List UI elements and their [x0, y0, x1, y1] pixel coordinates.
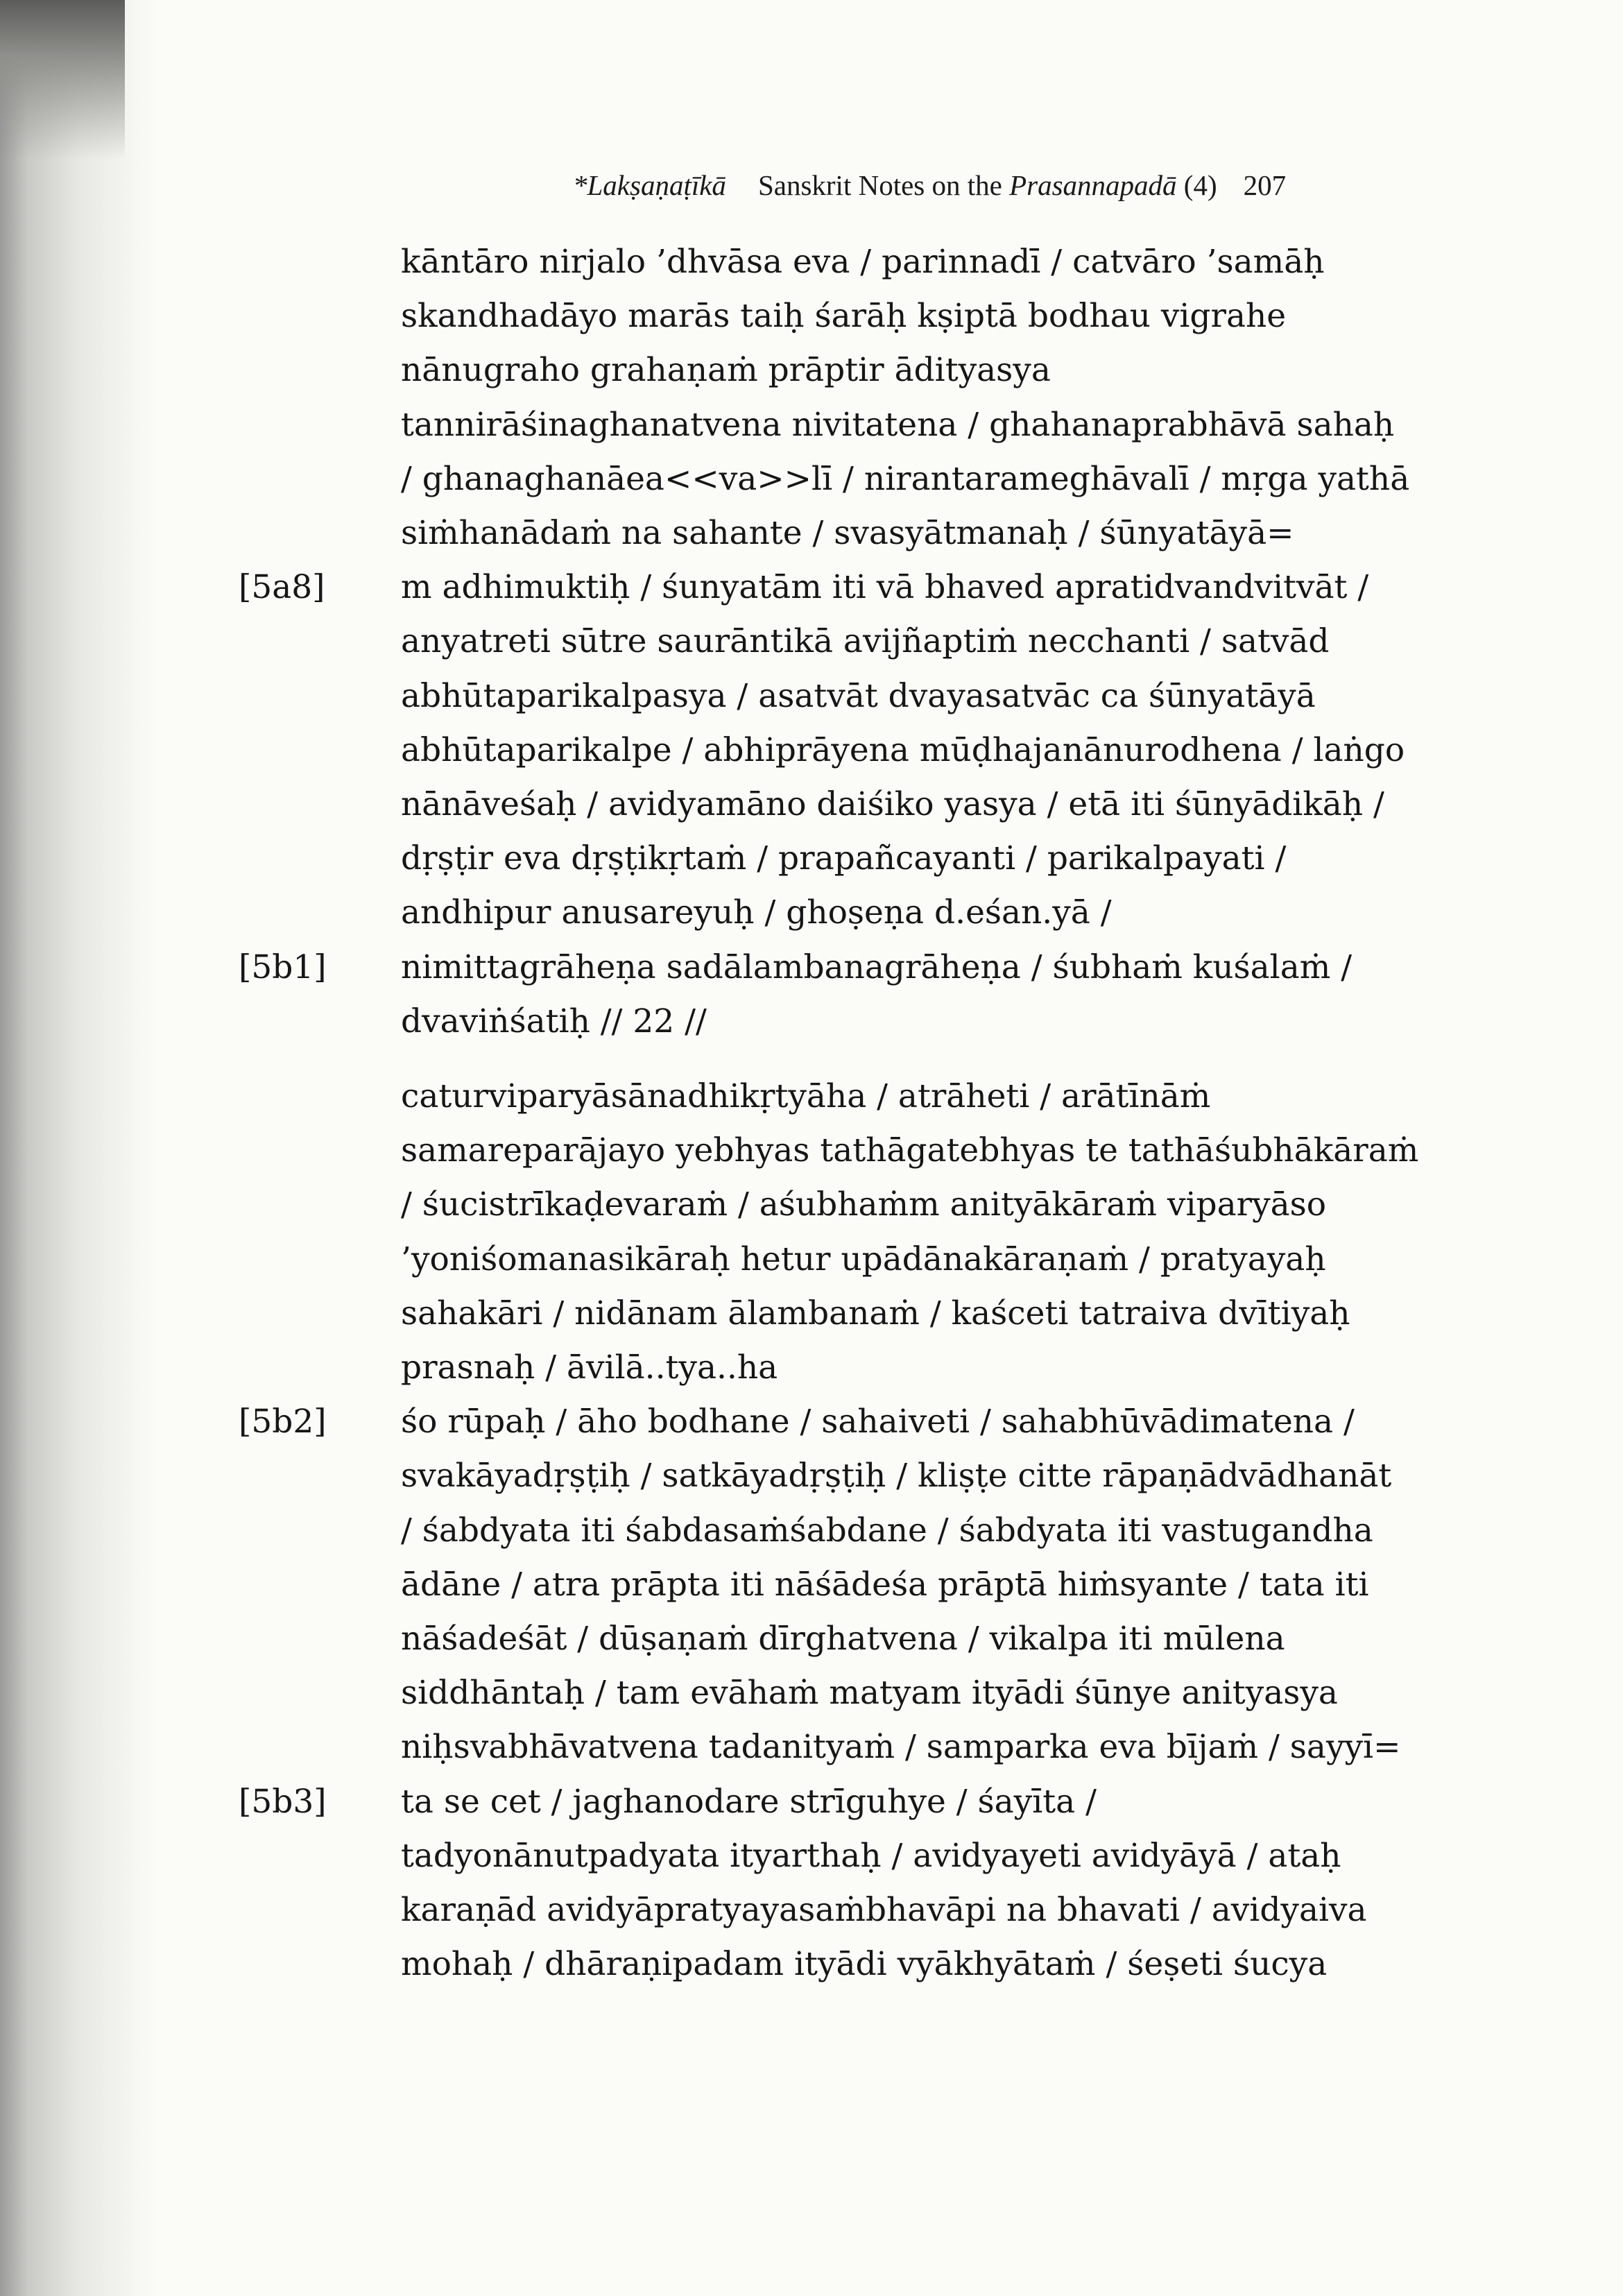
text-line: m adhimuktiḥ / śunyatām iti vā bhaved apratidvandvitvāt /: [401, 568, 1369, 606]
text-line: nāśadeśāt / dūṣaṇaṁ dīrghatvena / vikalpa iti mūlena: [401, 1620, 1285, 1658]
text-line: mohaḥ / dhāraṇipadam ityādi vyākhyātaṁ / śeṣeti śucya: [401, 1945, 1328, 1983]
text-line: samareparājayo yebhyas tathāgatebhyas te tathāśubhākāraṁ: [401, 1131, 1419, 1170]
text-line: ta se cet / jaghanodare strīguhye / śayīta /: [401, 1783, 1097, 1821]
text-line: nānāveśaḥ / avidyamāno daiśiko yasya / etā iti śūnyādikāḥ /: [401, 785, 1384, 823]
text-line: abhūtaparikalpasya / asatvāt dvayasatvāc ca śūnyatāyā: [401, 677, 1316, 715]
text-line: tadyonānutpadyata ityarthaḥ / avidyayeti avidyāyā / ataḥ: [401, 1837, 1341, 1875]
text-line: siṁhanādaṁ na sahante / svasyātmanaḥ / śūnyatāyā=: [401, 514, 1294, 552]
text-line: nimittagrāheṇa sadālambanagrāheṇa / śubhaṁ kuśalaṁ /: [401, 948, 1352, 986]
text-line: ’yoniśomanasikāraḥ hetur upādānakāraṇaṁ / pratyayaḥ: [401, 1240, 1326, 1278]
text-line: prasnaḥ / āvilā..tya..ha: [401, 1348, 778, 1387]
subtitle-work: Prasannapadā: [1009, 169, 1177, 201]
text-line: dṛṣṭir eva dṛṣṭikṛtaṁ / prapañcayanti / parikalpayati /: [401, 839, 1287, 877]
text-line: nānugraho grahaṇaṁ prāptir ādityasya: [401, 351, 1051, 389]
running-title: *Lakṣaṇaṭīkā: [573, 169, 726, 201]
text-line: kāntāro nirjalo ’dhvāsa eva / parinnadī / catvāro ’samāḥ: [401, 243, 1325, 281]
subtitle-prefix: Sanskrit Notes on the: [757, 169, 1002, 201]
text-line: abhūtaparikalpe / abhiprāyena mūḍhajanānurodhena / laṅgo: [401, 731, 1405, 769]
text-line: / ghanaghanāea<<va>>lī / nirantarameghāvalī / mṛga yathā: [401, 460, 1410, 498]
text-line: siddhāntaḥ / tam evāhaṁ matyam ityādi śūnye anityasya: [401, 1674, 1338, 1712]
part-number: (4): [1183, 169, 1217, 201]
text-line: karaṇād avidyāpratyayasaṁbhavāpi na bhavati / avidyaiva: [401, 1891, 1367, 1929]
page-number: 207: [1243, 169, 1287, 201]
folio-marker: [5a8]: [239, 568, 325, 606]
text-line: dvaviṅśatiḥ // 22 //: [401, 1002, 707, 1040]
text-line: caturviparyāsānadhikṛtyāha / atrāheti / arātīnāṁ: [401, 1077, 1211, 1115]
text-line: ādāne / atra prāpta iti nāśādeśa prāptā hiṁsyante / tata iti: [401, 1566, 1369, 1604]
text-line: skandhadāyo marās taiḥ śarāḥ kṣiptā bodhau vigrahe: [401, 297, 1287, 335]
folio-marker: [5b2]: [239, 1403, 327, 1441]
folio-marker: [5b1]: [239, 948, 327, 986]
text-line: / śabdyata iti śabdasaṁśabdane / śabdyata iti vastugandha: [401, 1511, 1373, 1550]
text-line: sahakāri / nidānam ālambanaṁ / kaśceti tatraiva dvītiyaḥ: [401, 1294, 1350, 1333]
text-line: tannirāśinaghanatvena nivitatena / ghahanaprabhāvā sahaḥ: [401, 406, 1395, 444]
text-line: anyatreti sūtre saurāntikā avijñaptiṁ necchanti / satvād: [401, 622, 1330, 660]
text-line: andhipur anusareyuḥ / ghoṣeṇa d.eśan.yā /: [401, 893, 1112, 932]
text-line: svakāyadṛṣṭiḥ / satkāyadṛṣṭiḥ / kliṣṭe citte rāpaṇādvādhanāt: [401, 1457, 1392, 1495]
text-line: niḥsvabhāvatvena tadanityaṁ / samparka eva bījaṁ / sayyī=: [401, 1728, 1401, 1766]
folio-marker: [5b3]: [239, 1783, 327, 1821]
text-line: / śucistrīkaḍevaraṁ / aśubhaṁm anityākāraṁ viparyāso: [401, 1185, 1327, 1224]
text-line: śo rūpaḥ / āho bodhane / sahaiveti / sahabhūvādimatena /: [401, 1403, 1355, 1441]
